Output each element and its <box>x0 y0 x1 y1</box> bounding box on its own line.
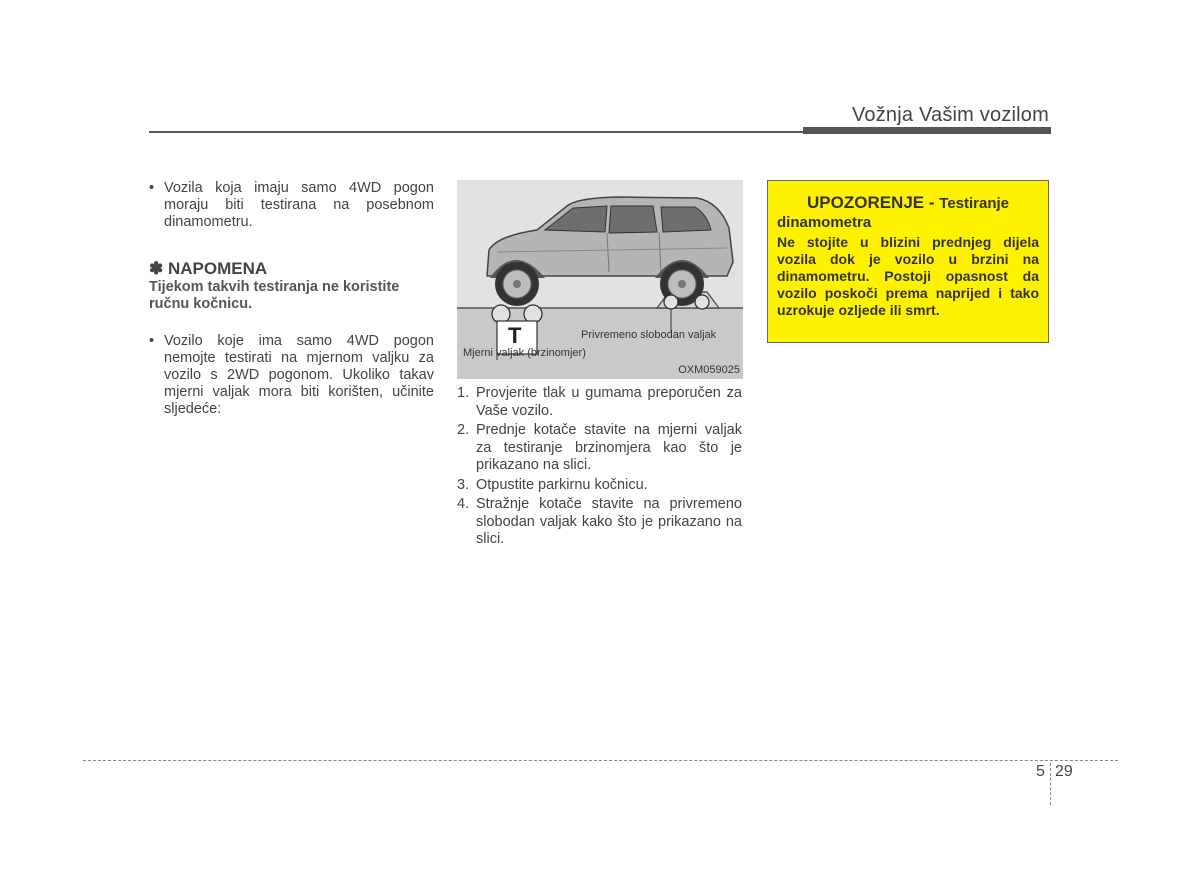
bullet-2wd-roller: • Vozilo koje ima samo 4WD pogon nemojte testirati na mjernom valjku za vozilo s 2WD pogonom. Ukoliko takav mjerni valjak mora biti korišten, učinite sljedeće: <box>149 333 434 418</box>
figure-code: OXM059025 <box>678 364 740 376</box>
note-text: Tijekom takvih testiranja ne koristite ručnu kočnicu. <box>149 279 400 312</box>
label-free-roller: Privremeno slobodan valjak <box>581 329 717 341</box>
step-item <box>457 496 742 549</box>
warning-title <box>777 193 1039 214</box>
bullet-4wd-dynamometer: • Vozila koja imaju samo 4WD pogon moraju biti testirana na posebnom dinamometru. <box>149 180 434 231</box>
warning-box <box>767 180 1049 343</box>
step-item <box>457 477 742 495</box>
step-text: Prednje kotače stavite na mjerni valjak za testiranje brzinomjera kao što je prikazano na slici. <box>476 422 742 473</box>
label-meter-roller: Mjerni valjak (brzinomjer) <box>463 347 586 359</box>
warning-title-sub: Testiranje <box>939 195 1010 212</box>
step-item <box>457 422 742 475</box>
steps-list <box>457 385 742 551</box>
dynamometer-illustration <box>457 180 743 379</box>
page-header-title: Vožnja Vašim vozilom <box>851 104 1049 126</box>
step-text: Stražnje kotače stavite na privremeno slobodan valjak kako što je prikazano na slici. <box>476 496 742 547</box>
header-rule-accent <box>803 127 1051 134</box>
warning-text: Ne stojite u blizini prednjeg dijela vozila dok je vozilo u brzini na dinamometru. Postoji opasnost da vozilo poskoči prema naprijed i tako uzrokuje ozljede ili smrt. <box>777 234 1039 318</box>
step-number: 2. <box>457 422 470 438</box>
step-number: 4. <box>457 496 470 512</box>
step-number: 1. <box>457 385 470 401</box>
page-number: 29 <box>1055 763 1073 780</box>
step-number: 3. <box>457 476 470 493</box>
left-column <box>149 180 434 418</box>
warning-title-line2: dinamometra <box>777 214 872 231</box>
sign-letter-t: T <box>508 323 522 348</box>
step-text: Provjerite tlak u gumama preporučen za Vaše vozilo. <box>476 385 742 419</box>
step-text: Otpustite parkirnu kočnicu. <box>476 476 648 493</box>
footer-page-divider <box>1050 763 1051 805</box>
footer-divider <box>83 760 1118 761</box>
step-item <box>457 385 742 420</box>
chapter-number: 5 <box>1036 763 1045 780</box>
warning-title-main: UPOZORENJE - <box>807 193 935 212</box>
note-title: ✽ NAPOMENA <box>149 259 268 278</box>
header-rule <box>149 131 803 133</box>
